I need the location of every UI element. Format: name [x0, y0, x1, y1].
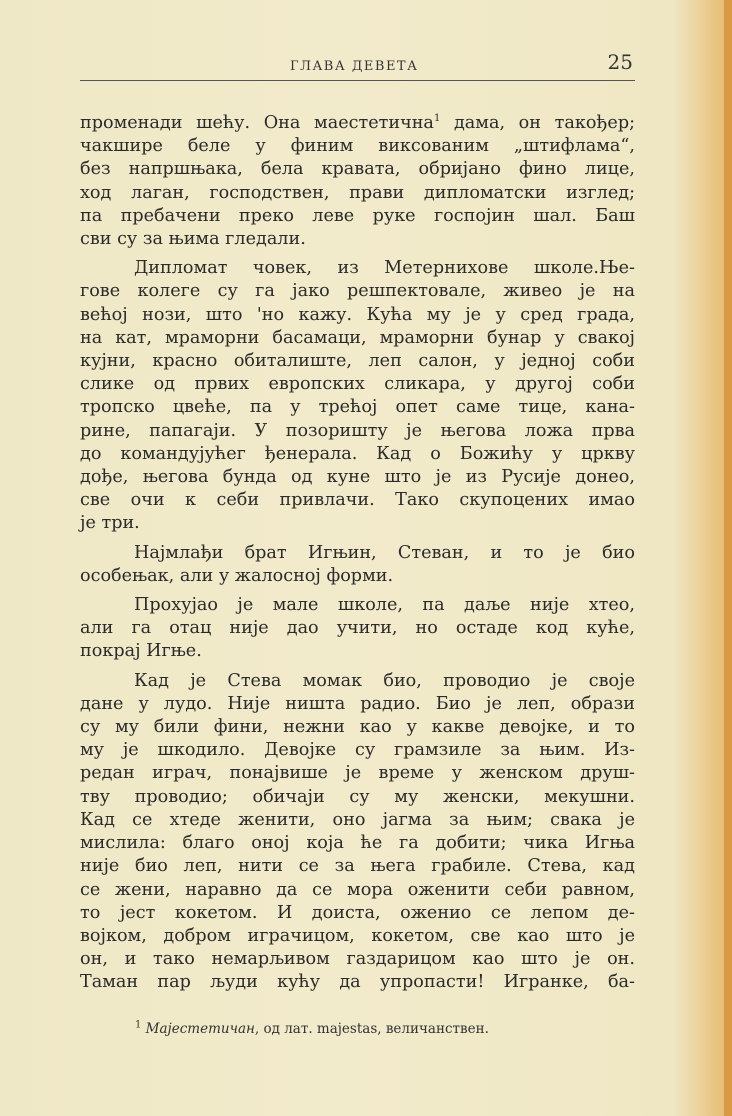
text-line: тву проводио; обичаји су му женски, мекушни. — [80, 786, 635, 807]
text-line: без напршњака, бела кравата, обријано фино лице, — [80, 159, 635, 180]
text-line: му је шкодило. Девојке су грамзиле за њим. Из- — [80, 740, 635, 761]
text-line: Најмлађи брат Игњин, Стеван, и то је био — [134, 542, 635, 563]
text-line: није био леп, нити се за њега грабиле. Стева, кад — [80, 856, 635, 877]
page-number: 25 — [607, 50, 633, 74]
body-text — [80, 112, 635, 995]
text-line: покрај Игње. — [80, 641, 202, 662]
footnote-marker: 1 — [433, 113, 441, 125]
text-line: гове колеге су га јако решпектовале, живео је на — [80, 281, 635, 302]
text-line: слике од првих европских сликара, у другој соби — [80, 374, 635, 395]
text-line: он, и тако немарљивом газдарицом као што је он. — [80, 949, 635, 970]
text-line: већој нози, што 'но кажу. Кућа му је у сред града, — [80, 304, 635, 325]
running-title: ГЛАВА ДЕВЕТА — [290, 59, 419, 74]
text-line: Кад је Стева момак био, проводио је своје — [134, 670, 635, 691]
text-line: војком, добром играчицом, кокетом, све као што је — [80, 925, 635, 946]
text-line: дане у лудо. Није ништа радио. Био је леп, образи — [80, 693, 635, 714]
text-line: су му били фини, нежни као у какве девојке, и то — [80, 717, 635, 738]
text-line: мислила: благо оној која ће га добити; чика Игња — [80, 833, 635, 854]
text-line: је три. — [80, 513, 140, 534]
text-line: Дипломат човек, из Метернихове школе.Ње- — [134, 258, 635, 279]
text-line: све очи к себи привлачи. Тако скупоцених имао — [80, 490, 635, 511]
paragraph — [80, 670, 635, 995]
footnote-text: , од лат. majestas, величанствен. — [254, 1021, 489, 1037]
text-line: сви су за њима гледали. — [80, 229, 306, 250]
text-line: се жени, наравно да се мора оженити себи равном, — [80, 879, 635, 900]
text-line: то јест кокетом. И доиста, оженио се лепом де- — [80, 902, 635, 923]
text-line: дође, његова бунда од куне што је из Русије донео, — [80, 467, 635, 488]
footnote — [135, 1021, 655, 1037]
text-line: кујни, красно обиталиште, леп салон, у једној соби — [80, 351, 635, 372]
text-line: Прохујао је мале школе, па даље није хтео, — [134, 595, 635, 616]
text-line: до командујућег ђенерала. Кад о Божићу у цркву — [80, 443, 635, 464]
page-header — [80, 52, 635, 81]
footnote-number: 1 — [135, 1019, 142, 1031]
paragraph — [80, 257, 635, 535]
text-line: тропско цвеће, па у трећој опет саме тице, кана- — [80, 397, 635, 418]
text-line: рине, папагаји. У позоришту је његова ложа прва — [80, 420, 635, 441]
text-line: Таман пар људи кућу да упропасти! Игранке, ба- — [80, 972, 635, 993]
text-line: али га отац није дао учити, но остаде код куће, — [80, 618, 635, 639]
text-line: особењак, али у жалосној форми. — [80, 565, 394, 586]
text-line: чакшире беле у финим виксованим „штифлама“, — [80, 136, 635, 157]
page-edge — [724, 0, 732, 1116]
paragraph — [80, 594, 635, 664]
text-line: променади шећу. Она маестетична$^1$ дама, он такођер; — [80, 113, 636, 133]
text-line: на кат, мраморни басамаци, мраморни бунар у свакој — [80, 327, 635, 348]
text-line: редан играч, понајвише је време у женском друш- — [80, 763, 635, 784]
text-line: Кад се хтеде женити, оно јагма за њим; свака је — [80, 809, 635, 830]
paragraph — [80, 542, 635, 588]
text-line: ход лаган, господствен, прави дипломатски изглед; — [80, 182, 635, 203]
text-line: па пребачени преко леве руке госпојин шал. Баш — [80, 205, 635, 226]
paragraph — [80, 112, 635, 251]
footnote-term: Мајестетичан — [145, 1021, 255, 1037]
